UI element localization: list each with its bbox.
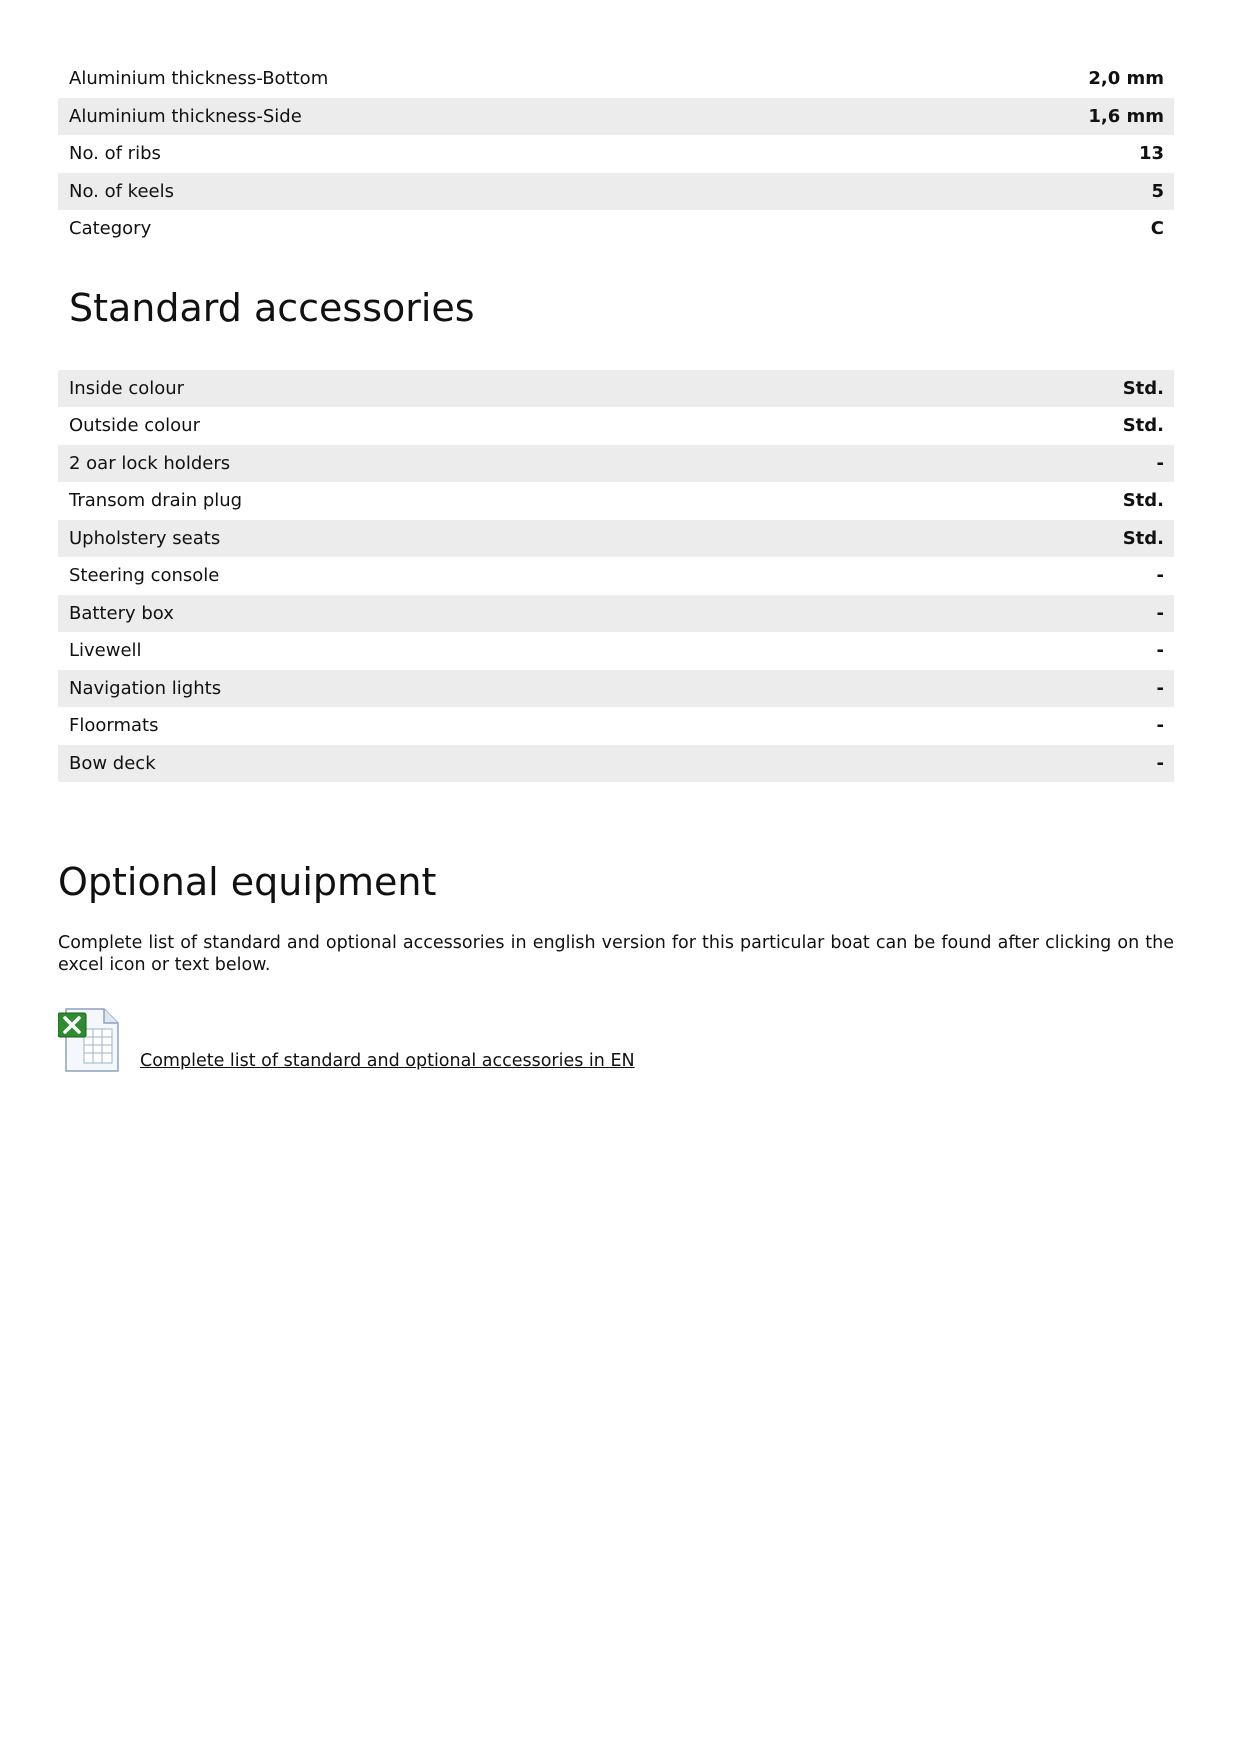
accessory-value: Std.: [1122, 415, 1164, 437]
spec-value: 1,6 mm: [1088, 105, 1164, 127]
accessory-row: [58, 482, 1174, 520]
spec-label: Category: [69, 218, 152, 240]
standard-accessories-table: [58, 370, 1174, 783]
accessory-label: Transom drain plug: [69, 490, 243, 512]
spec-label: Aluminium thickness-Bottom: [69, 68, 329, 90]
accessory-row: [58, 520, 1174, 558]
spec-value: 13: [1138, 143, 1164, 165]
spec-row: [58, 210, 1174, 248]
accessory-row: [58, 595, 1174, 633]
accessory-row: [58, 632, 1174, 670]
accessory-value: -: [1156, 715, 1164, 737]
spec-value: C: [1150, 218, 1164, 240]
accessory-label: Livewell: [69, 640, 142, 662]
accessory-value: Std.: [1122, 490, 1164, 512]
accessory-label: Battery box: [69, 602, 174, 624]
accessory-row: [58, 445, 1174, 483]
accessory-label: Navigation lights: [69, 677, 222, 699]
accessory-value: -: [1156, 677, 1164, 699]
accessory-label: Bow deck: [69, 752, 156, 774]
optional-equipment-heading: Optional equipment: [58, 860, 437, 904]
accessory-row: [58, 370, 1174, 408]
document-page: [58, 60, 1174, 1073]
excel-file-icon[interactable]: [58, 1007, 122, 1073]
accessory-label: 2 oar lock holders: [69, 452, 231, 474]
spec-value: 2,0 mm: [1088, 68, 1164, 90]
accessory-value: Std.: [1122, 527, 1164, 549]
accessory-row: [58, 407, 1174, 445]
accessory-label: Steering console: [69, 565, 220, 587]
accessory-row: [58, 557, 1174, 595]
specs-table: [58, 60, 1174, 248]
spec-label: Aluminium thickness-Side: [69, 105, 302, 127]
spec-row: [58, 135, 1174, 173]
accessory-label: Upholstery seats: [69, 527, 221, 549]
accessory-value: -: [1156, 602, 1164, 624]
download-row: [58, 1007, 1174, 1073]
spec-label: No. of keels: [69, 180, 174, 202]
accessory-value: -: [1156, 640, 1164, 662]
accessory-row: [58, 707, 1174, 745]
spec-label: No. of ribs: [69, 143, 161, 165]
accessory-row: [58, 745, 1174, 783]
accessory-label: Outside colour: [69, 415, 200, 437]
spec-value: 5: [1151, 180, 1164, 202]
standard-accessories-heading: Standard accessories: [69, 285, 475, 330]
accessory-value: Std.: [1122, 377, 1164, 399]
spec-row: [58, 173, 1174, 211]
spec-row: [58, 98, 1174, 136]
accessories-list-link[interactable]: Complete list of standard and optional accessories in EN: [140, 1051, 635, 1071]
accessory-value: -: [1156, 565, 1164, 587]
spec-row: [58, 60, 1174, 98]
accessory-row: [58, 670, 1174, 708]
accessory-value: -: [1156, 452, 1164, 474]
accessory-label: Floormats: [69, 715, 159, 737]
optional-equipment-description: Complete list of standard and optional accessories in english version for this particular boat can be found after clicking on the excel icon or text below.: [58, 933, 1174, 975]
accessory-label: Inside colour: [69, 377, 185, 399]
accessory-value: -: [1156, 752, 1164, 774]
